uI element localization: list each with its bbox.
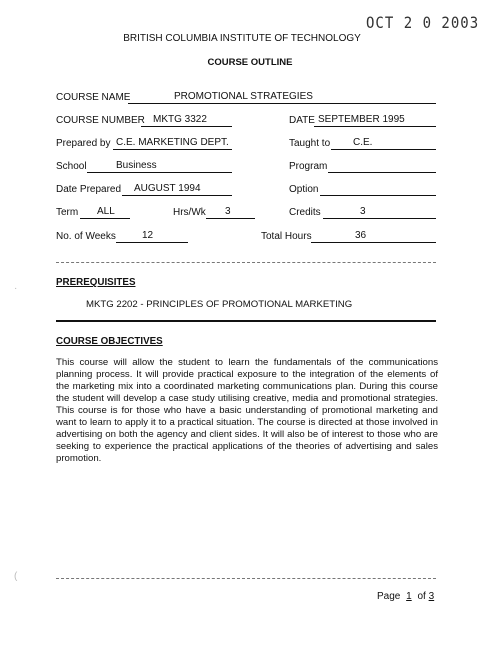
credits-label: Credits <box>289 207 321 218</box>
course-name-field <box>128 91 436 104</box>
page-total: 3 <box>428 591 435 602</box>
received-date-stamp: OCT 2 0 2003 <box>366 14 480 33</box>
weeks-label: No. of Weeks <box>56 231 116 242</box>
scan-mark-bottom: ( <box>14 571 18 582</box>
date-field <box>314 114 436 127</box>
course-number-label: COURSE NUMBER <box>56 115 145 126</box>
page-current: 1 <box>406 591 412 602</box>
term-field <box>80 206 130 219</box>
option-field <box>320 183 436 196</box>
date-prepared-field <box>122 183 232 196</box>
prepared-by-field <box>113 137 232 150</box>
taught-to-label: Taught to <box>289 138 331 149</box>
credits-field <box>323 206 436 219</box>
date-prepared-label: Date Prepared <box>56 184 122 195</box>
date-prepared-value: AUGUST 1994 <box>134 183 201 194</box>
course-number-value: MKTG 3322 <box>153 114 207 125</box>
institute-name <box>0 33 500 44</box>
term-label: Term <box>56 207 79 218</box>
document-title: COURSE OUTLINE <box>207 57 293 68</box>
term-value: ALL <box>97 206 115 217</box>
page-number <box>377 591 434 602</box>
total-hours-label: Total Hours <box>261 231 312 242</box>
school-label: School <box>56 161 87 172</box>
course-name-value: PROMOTIONAL STRATEGIES <box>174 91 313 102</box>
program-label: Program <box>289 161 328 172</box>
prepared-by-value: C.E. MARKETING DEPT. <box>116 137 229 148</box>
of-label: of <box>417 591 426 602</box>
hrs-wk-field <box>206 206 255 219</box>
footer-divider <box>56 578 436 579</box>
credits-value: 3 <box>360 206 366 217</box>
objectives-text: This course will allow the student to learn the fundamentals of the communications planning process. It will provide practical exposure to the integration of the elements of the marketing mix into a coordinated marketing communications plan. During this course the student will develop a case study utilising creative, media and promotional strategies. This course is for those who have a basic understanding of promotional marketing and want to learn to apply it to a practical situation. The course is directed at those involved in advertising on both the agency and client sides. It will also be of interest to those who are seeking to experience the practical applications of the theories of advertising and sales promotion. <box>56 357 438 464</box>
date-label: DATE <box>289 115 315 126</box>
section-divider <box>56 262 436 263</box>
option-label: Option <box>289 184 319 195</box>
weeks-field <box>116 230 188 243</box>
institute-name-text: BRITISH COLUMBIA INSTITUTE OF TECHNOLOGY <box>123 33 361 44</box>
prerequisite-item: MKTG 2202 - PRINCIPLES OF PROMOTIONAL MARKETING <box>86 299 353 310</box>
taught-to-field <box>331 137 436 150</box>
prerequisites-rule <box>56 320 436 322</box>
objectives-heading: COURSE OBJECTIVES <box>56 336 163 347</box>
page-label: Page <box>377 591 401 602</box>
weeks-value: 12 <box>142 230 154 241</box>
prepared-by-label: Prepared by <box>56 138 111 149</box>
date-value: SEPTEMBER 1995 <box>318 114 405 125</box>
hrs-wk-label: Hrs/Wk <box>173 207 206 218</box>
course-number-field <box>141 114 232 127</box>
total-hours-value: 36 <box>355 230 367 241</box>
program-field <box>328 160 436 173</box>
school-value: Business <box>116 160 157 171</box>
school-field <box>87 160 232 173</box>
prerequisites-heading: PREREQUISITES <box>56 277 136 288</box>
course-name-label: COURSE NAME <box>56 92 131 103</box>
taught-to-value: C.E. <box>353 137 373 148</box>
hrs-wk-value: 3 <box>225 206 231 217</box>
total-hours-field <box>311 230 436 243</box>
scan-mark-top: · <box>14 283 18 294</box>
